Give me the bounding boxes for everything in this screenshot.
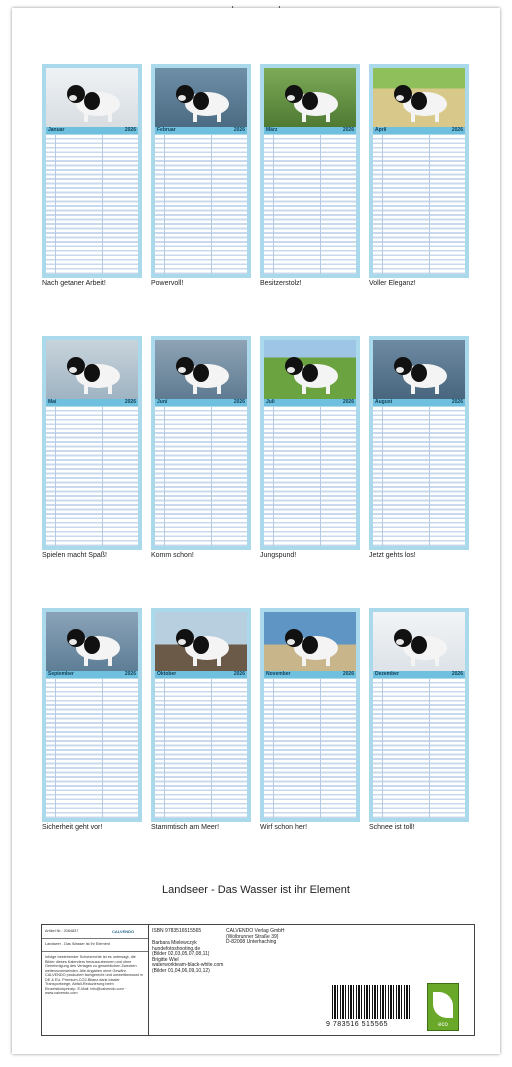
dog-photo: [373, 68, 465, 127]
divider: [42, 951, 148, 952]
day-grid: [155, 407, 247, 546]
month-year: 2026: [124, 127, 136, 133]
dog-silhouette: [46, 68, 138, 127]
day-grid: [46, 679, 138, 818]
month-year: 2026: [124, 399, 136, 405]
month-block: [151, 64, 251, 278]
month-name: Mai: [48, 399, 57, 405]
dog-silhouette: [264, 612, 356, 671]
dog-silhouette: [373, 340, 465, 399]
month-header: [373, 671, 465, 678]
dog-photo: [155, 340, 247, 399]
month-block: [151, 336, 251, 550]
month-year: 2026: [342, 399, 354, 405]
month-caption: Sicherheit geht vor!: [42, 824, 103, 831]
day-grid: [264, 135, 356, 274]
month-header: [46, 671, 138, 678]
dog-photo: [373, 612, 465, 671]
month-caption: Besitzerstolz!: [260, 280, 302, 287]
month-name: Februar: [157, 127, 176, 133]
month-name: März: [266, 127, 278, 133]
month-header: [155, 127, 247, 134]
isbn: ISBN 9783516515565: [152, 928, 202, 934]
month-header: [46, 399, 138, 406]
barcode-number: 9 783516 515565: [326, 1021, 388, 1028]
dog-photo: [264, 68, 356, 127]
month-year: 2026: [342, 671, 354, 677]
dog-photo: [46, 340, 138, 399]
month-block: [42, 64, 142, 278]
photographers: Barbara Mielewczyk hundefotoshooting.de (Bilder 02,03,05,07,08,11) Brigitte Wiel waterworkteam-black-white.com (Bilder 01,04,06,09,10,12): [152, 940, 224, 974]
dog-photo: [46, 68, 138, 127]
eco-label: eco: [438, 1022, 448, 1028]
day-grid: [46, 135, 138, 274]
month-caption: Wirf schon her!: [260, 824, 308, 831]
month-caption: Schnee ist toll!: [369, 824, 415, 831]
eco-badge: [427, 983, 459, 1031]
dog-photo: [155, 68, 247, 127]
day-grid: [264, 679, 356, 818]
month-name: September: [48, 671, 74, 677]
month-year: 2026: [233, 127, 245, 133]
month-caption: Komm schon!: [151, 552, 194, 559]
month-header: [373, 399, 465, 406]
month-block: [260, 64, 360, 278]
month-name: Dezember: [375, 671, 399, 677]
dog-silhouette: [155, 340, 247, 399]
month-header: [155, 399, 247, 406]
imprint-subtitle: Landseer - Das Wasser ist ihr Element: [45, 942, 110, 946]
imprint-left-column: [42, 925, 149, 1035]
month-year: 2026: [451, 127, 463, 133]
dog-photo: [46, 612, 138, 671]
calendar-title: Landseer - Das Wasser ist ihr Element: [162, 884, 350, 896]
dog-silhouette: [373, 612, 465, 671]
month-name: Juni: [157, 399, 168, 405]
month-name: April: [375, 127, 387, 133]
month-block: [151, 608, 251, 822]
month-year: 2026: [124, 671, 136, 677]
month-year: 2026: [342, 127, 354, 133]
month-header: [264, 127, 356, 134]
month-header: [264, 399, 356, 406]
day-grid: [264, 407, 356, 546]
dog-photo: [155, 612, 247, 671]
month-caption: Stammtisch am Meer!: [151, 824, 220, 831]
dog-photo: [264, 612, 356, 671]
month-block: [369, 64, 469, 278]
dog-silhouette: [264, 340, 356, 399]
dog-silhouette: [373, 68, 465, 127]
month-name: Oktober: [157, 671, 177, 677]
publisher: CALVENDO Verlag GmbH (Wolbrunner Straße 39) D-82008 Unterhaching: [226, 928, 285, 946]
day-grid: [155, 135, 247, 274]
month-block: [369, 336, 469, 550]
month-header: [373, 127, 465, 134]
month-year: 2026: [451, 671, 463, 677]
leaf-icon: [433, 992, 453, 1018]
day-grid: [46, 407, 138, 546]
month-block: [369, 608, 469, 822]
day-grid: [155, 679, 247, 818]
month-header: [155, 671, 247, 678]
calvendo-logo: CALVENDO: [112, 929, 135, 934]
dog-photo: [264, 340, 356, 399]
day-grid: [373, 679, 465, 818]
month-block: [260, 336, 360, 550]
month-block: [42, 336, 142, 550]
day-grid: [373, 407, 465, 546]
dog-photo: [373, 340, 465, 399]
month-header: [46, 127, 138, 134]
dog-silhouette: [46, 340, 138, 399]
month-year: 2026: [233, 671, 245, 677]
month-year: 2026: [451, 399, 463, 405]
month-header: [264, 671, 356, 678]
imprint-box: [41, 924, 475, 1036]
legal-text: Infolge bestehender Schutzrechte ist es untersagt, die Bilder dieses Kalenders herauszutrennen und ohne Genehmigung des Verlages zu gewerblichen Zwecken weiterzuverwenden. Alle Angaben ohne Gewähr. CALVENDO produziert fachgerecht und umweltbewusst in DE & EU. Premium-CO2-Bilanz dank lokaler Transportwege, Abfall-Reduzierung beim Einzelstückprinzip. E-Mail: info@calvendo.com · www.calvendo.com: [45, 955, 143, 995]
divider: [42, 938, 148, 939]
dog-silhouette: [155, 612, 247, 671]
month-caption: Jetzt gehts los!: [369, 552, 416, 559]
month-caption: Voller Eleganz!: [369, 280, 416, 287]
month-name: November: [266, 671, 291, 677]
month-year: 2026: [233, 399, 245, 405]
barcode: [332, 985, 412, 1019]
month-name: Januar: [48, 127, 65, 133]
article-number: Artikel Nr.: 2084837: [45, 929, 79, 933]
month-caption: Spielen macht Spaß!: [42, 552, 107, 559]
day-grid: [373, 135, 465, 274]
dog-silhouette: [264, 68, 356, 127]
month-name: August: [375, 399, 393, 405]
month-name: Juli: [266, 399, 275, 405]
month-block: [42, 608, 142, 822]
month-caption: Powervoll!: [151, 280, 184, 287]
month-caption: Nach getaner Arbeit!: [42, 280, 106, 287]
month-caption: Jungspund!: [260, 552, 297, 559]
dog-silhouette: [155, 68, 247, 127]
dog-silhouette: [46, 612, 138, 671]
month-block: [260, 608, 360, 822]
